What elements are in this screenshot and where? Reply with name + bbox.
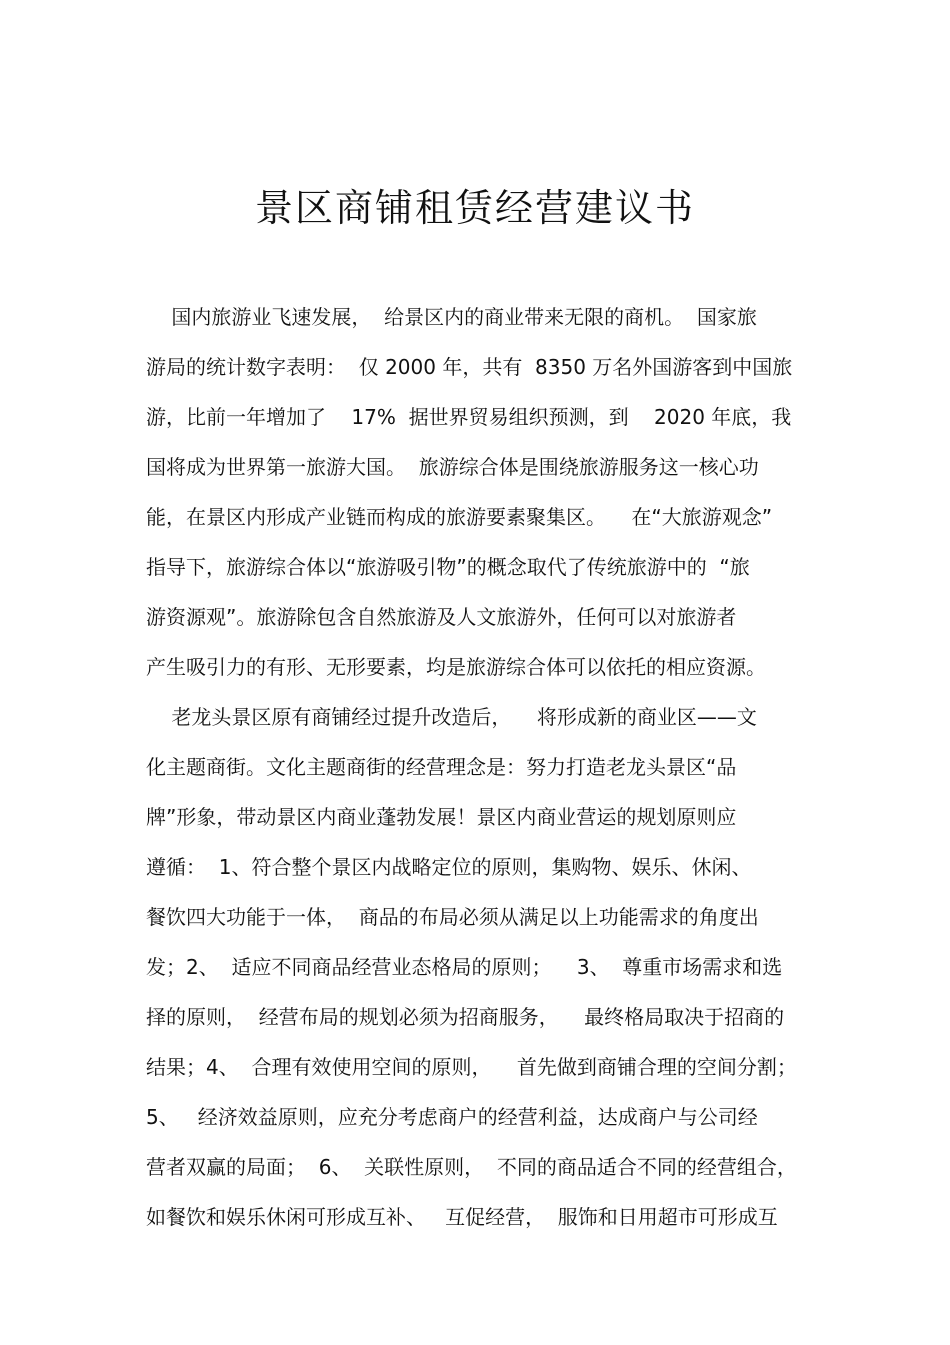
paragraph-line: 能，在景区内形成产业链而构成的旅游要素聚集区。 在“大旅游观念” [146,505,773,529]
paragraph-line: 产生吸引力的有形、无形要素，均是旅游综合体可以依托的相应资源。 [146,655,766,679]
paragraph-line: 游，比前一年增加了 17% 据世界贸易组织预测，到 2020 年底，我 [146,405,792,429]
paragraph-line: 遵循： 1、符合整个景区内战略定位的原则，集购物、娱乐、休闲、 [146,855,752,879]
paragraph-line: 5、 经济效益原则，应充分考虑商户的经营利益，达成商户与公司经 [146,1105,758,1129]
paragraph-line: 游局的统计数字表明： 仅 2000 年，共有 8350 万名外国游客到中国旅 [146,355,793,379]
paragraph-line: 国将成为世界第一旅游大国。 旅游综合体是围绕旅游服务这一核心功 [146,455,759,479]
paragraph-line: 发；2、 适应不同商品经营业态格局的原则； 3、 尊重市场需求和选 [146,955,783,979]
paragraph-line: 择的原则， 经营布局的规划必须为招商服务， 最终格局取决于招商的 [146,1005,785,1029]
paragraph-line: 国内旅游业飞速发展， 给景区内的商业带来无限的商机。 国家旅 [146,305,757,329]
paragraph-line: 化主题商街。文化主题商街的经营理念是：努力打造老龙头景区“品 [146,755,737,779]
paragraph-line: 如餐饮和娱乐休闲可形成互补、 互促经营， 服饰和日用超市可形成互 [146,1205,778,1229]
paragraph-line: 营者双赢的局面； 6、 关联性原则， 不同的商品适合不同的经营组合， [146,1155,797,1179]
paragraph-line: 指导下，旅游综合体以“旅游吸引物”的概念取代了传统旅游中的 “旅 [146,555,750,579]
paragraph-line: 餐饮四大功能于一体， 商品的布局必须从满足以上功能需求的角度出 [146,905,759,929]
paragraph-line: 游资源观”。旅游除包含自然旅游及人文旅游外，任何可以对旅游者 [146,605,737,629]
paragraph-line: 牌”形象，带动景区内商业蓬勃发展！景区内商业营运的规划原则应 [146,805,737,829]
paragraph-line: 结果；4、 合理有效使用空间的原则， 首先做到商铺合理的空间分割； [146,1055,797,1079]
paragraph-line: 老龙头景区原有商铺经过提升改造后， 将形成新的商业区——文 [146,705,757,729]
document-title: 景区商铺租赁经营建议书 [254,186,695,230]
